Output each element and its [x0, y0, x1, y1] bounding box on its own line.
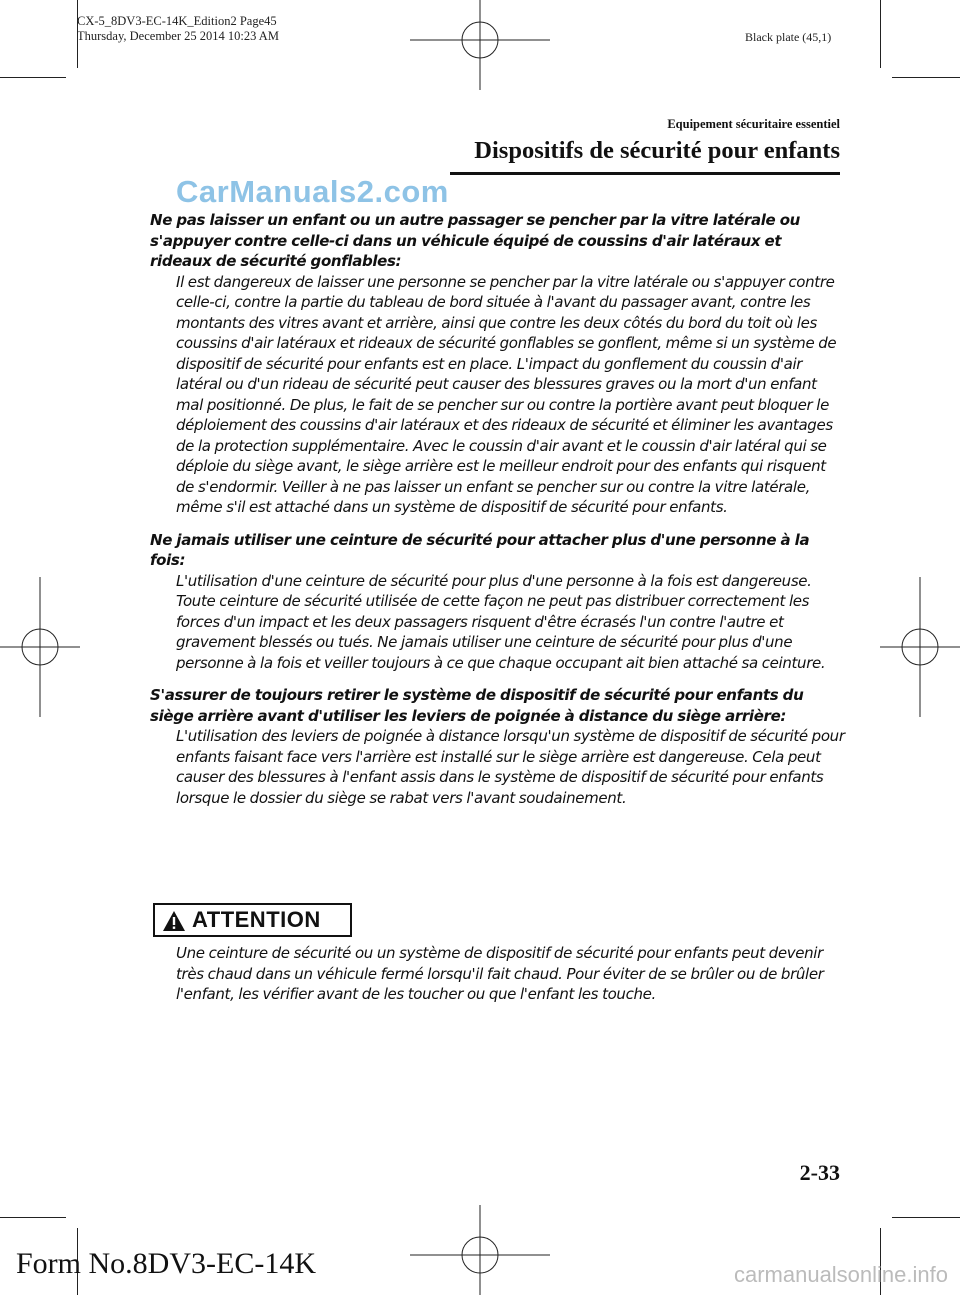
registration-mark-left	[0, 577, 80, 717]
attention-label: ATTENTION	[192, 907, 321, 932]
crop-mark	[0, 77, 66, 78]
black-plate-label: Black plate (45,1)	[745, 30, 832, 44]
section-label: Equipement sécuritaire essentiel	[667, 117, 840, 131]
carmanuals-watermark: CarManuals2.com	[176, 174, 449, 209]
header-rule	[450, 172, 840, 175]
print-header-file: CX-5_8DV3-EC-14K_Edition2 Page45	[77, 14, 277, 28]
attention-text: Une ceinture de sécurité ou un système de dispositif de sécurité pour enfants peut devenir très chaud dans un véhicule fermé lorsqu'il fait chaud. Pour éviter de se brûler ou de brûler l'enfant, les vérifier avant de les toucher ou que l'enfant les touche.	[176, 944, 824, 1003]
registration-mark-right	[880, 577, 960, 717]
page-number: 2-33	[799, 1160, 840, 1185]
warning-item	[150, 210, 845, 518]
warning-title: Ne jamais utiliser une ceinture de sécurité pour attacher plus d'une personne à la fois:	[150, 530, 810, 569]
crop-mark	[892, 1217, 960, 1218]
warning-list	[150, 210, 845, 820]
crop-mark	[0, 1217, 66, 1218]
warning-body: Il est dangereux de laisser une personne se pencher par la vitre latérale ou s'appuyer contre celle-ci, contre la partie du tableau de bord située à l'avant du passager avant, contre les montants des vitres avant et arrière, ainsi que contre les deux côtés du bord du toit où les coussins d'air latéraux et rideaux de sécurité gonflables se gonflent, même si un système de dispositif de sécurité pour enfants est en place. L'impact du gonflement du coussin d'air latéral ou d'un rideau de sécurité peut causer des blessures graves ou la mort d'un enfant mal positionné. De plus, le fait de se pencher sur ou contre la portière avant peut bloquer le déploiement des coussins d'air latéraux et des rideaux de sécurité et éliminer les avantages de la protection supplémentaire. Avec le coussin d'air avant et le coussin d'air latéral qui se déploie du siège avant, le siège arrière est le meilleur endroit pour des enfants qui risquent de s'endormir. Veiller à ne pas laisser un enfant se pencher sur ou contre la vitre latérale, même s'il est attaché dans un système de dispositif de sécurité pour enfants.	[176, 272, 837, 516]
warning-title: S'assurer de toujours retirer le système de dispositif de sécurité pour enfants du siège arrière avant d'utiliser les leviers de poignée à distance du siège arrière:	[150, 686, 804, 725]
form-number: Form No.8DV3-EC-14K	[16, 1247, 316, 1280]
warning-triangle-icon	[162, 910, 186, 932]
page-title: Dispositifs de sécurité pour enfants	[474, 137, 840, 164]
warning-item	[150, 685, 845, 808]
site-watermark: carmanualsonline.info	[733, 1262, 948, 1287]
warning-item	[150, 530, 845, 674]
print-header	[77, 14, 279, 44]
crop-mark	[880, 0, 881, 68]
crop-mark	[892, 77, 960, 78]
warning-title: Ne pas laisser un enfant ou un autre passager se pencher par la vitre latérale ou s'appuyer contre celle-ci dans un véhicule équipé de coussins d'air latéraux et rideaux de sécurité gonflables:	[150, 211, 801, 270]
attention-box	[153, 903, 352, 937]
warning-body: L'utilisation des leviers de poignée à distance lorsqu'un système de dispositif de sécurité pour enfants faisant face vers l'arrière est installé sur le siège arrière est dangereuse. Cela peut causer des blessures à l'enfant assis dans le système de dispositif de sécurité pour enfants lorsque le dossier du siège se rabat vers l'avant soudainement.	[176, 727, 845, 807]
registration-mark-top	[410, 0, 550, 90]
print-header-date: Thursday, December 25 2014 10:23 AM	[77, 29, 279, 43]
warning-body: L'utilisation d'une ceinture de sécurité pour plus d'une personne à la fois est dangereuse. Toute ceinture de sécurité utilisée de cette façon ne peut pas distribuer correctement les forces d'un impact et les deux passagers risquent d'être écrasés l'un contre l'autre et gravement blessés ou tués. Ne jamais utiliser une ceinture de sécurité pour plus d'une personne à la fois et veiller toujours à ce que chaque occupant ait bien attaché sa ceinture.	[176, 571, 826, 672]
registration-mark-bottom	[410, 1205, 550, 1295]
